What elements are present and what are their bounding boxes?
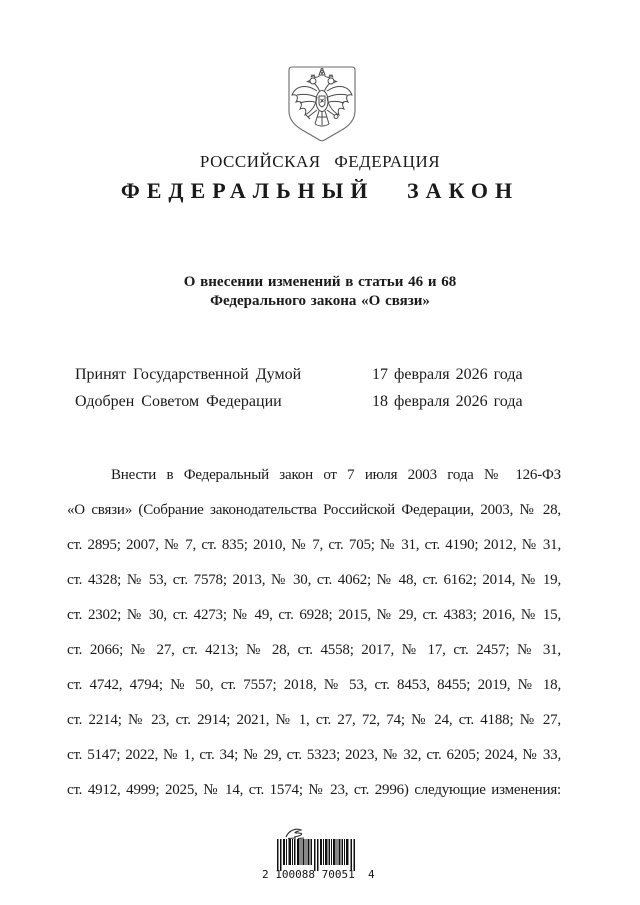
adopted-date: 17 февраля 2026 года (372, 366, 523, 383)
approved-date: 18 февраля 2026 года (372, 393, 523, 410)
adopted-label: Принят Государственной Думой (75, 366, 302, 383)
body-line: ст. 4912, 4999; 2025, № 14, ст. 1574; № 23, ст. 2996) следующие изменения: (67, 782, 561, 798)
body-line: ст. 4328; № 53, ст. 7578; 2013, № 30, ст. 4062; № 48, ст. 6162; 2014, № 19, (67, 572, 561, 588)
approved-label: Одобрен Советом Федерации (75, 393, 282, 410)
russian-coat-of-arms-icon (285, 64, 359, 144)
adopted-row (75, 361, 565, 388)
body-line: ст. 2302; № 30, ст. 4273; № 49, ст. 6928; 2015, № 29, ст. 4383; 2016, № 15, (67, 607, 561, 623)
body-line: ст. 2895; 2007, № 7, ст. 835; 2010, № 7, ст. 705; № 31, ст. 4190; 2012, № 31, (67, 537, 561, 553)
country-heading: РОССИЙСКАЯ ФЕДЕРАЦИЯ (199, 152, 441, 171)
law-title (0, 273, 640, 311)
barcode-icon (277, 839, 355, 871)
body-line: Внести в Федеральный закон от 7 июля 2003 года № 126-ФЗ (111, 467, 561, 483)
barcode-number: 2 100088 70051 4 (262, 868, 375, 881)
body-line: ст. 2066; № 27, ст. 4213; № 28, ст. 4558; 2017, № 17, ст. 2457; № 31, (67, 642, 561, 658)
handwritten-mark-icon (282, 826, 312, 840)
body-line: ст. 4742, 4794; № 50, ст. 7557; 2018, № 53, ст. 8453, 8455; 2019, № 18, (67, 677, 561, 693)
law-title-line: О внесении изменений в статьи 46 и 68 (183, 274, 457, 290)
law-type-heading: ФЕДЕРАЛЬНЫЙ ЗАКОН (120, 178, 520, 203)
approved-row (75, 388, 565, 415)
body-line: ст. 5147; 2022, № 1, ст. 34; № 29, ст. 5323; 2023, № 32, ст. 6205; 2024, № 33, (67, 747, 561, 763)
body-line: ст. 2214; № 23, ст. 2914; 2021, № 1, ст. 27, 72, 74; № 24, ст. 4188; № 27, (67, 712, 561, 728)
body-line: «О связи» (Собрание законодательства Российской Федерации, 2003, № 28, (67, 502, 561, 518)
barcode-block (262, 826, 375, 888)
law-title-line: Федерального закона «О связи» (210, 293, 430, 309)
adoption-block (75, 361, 565, 415)
body-paragraph (67, 458, 561, 808)
